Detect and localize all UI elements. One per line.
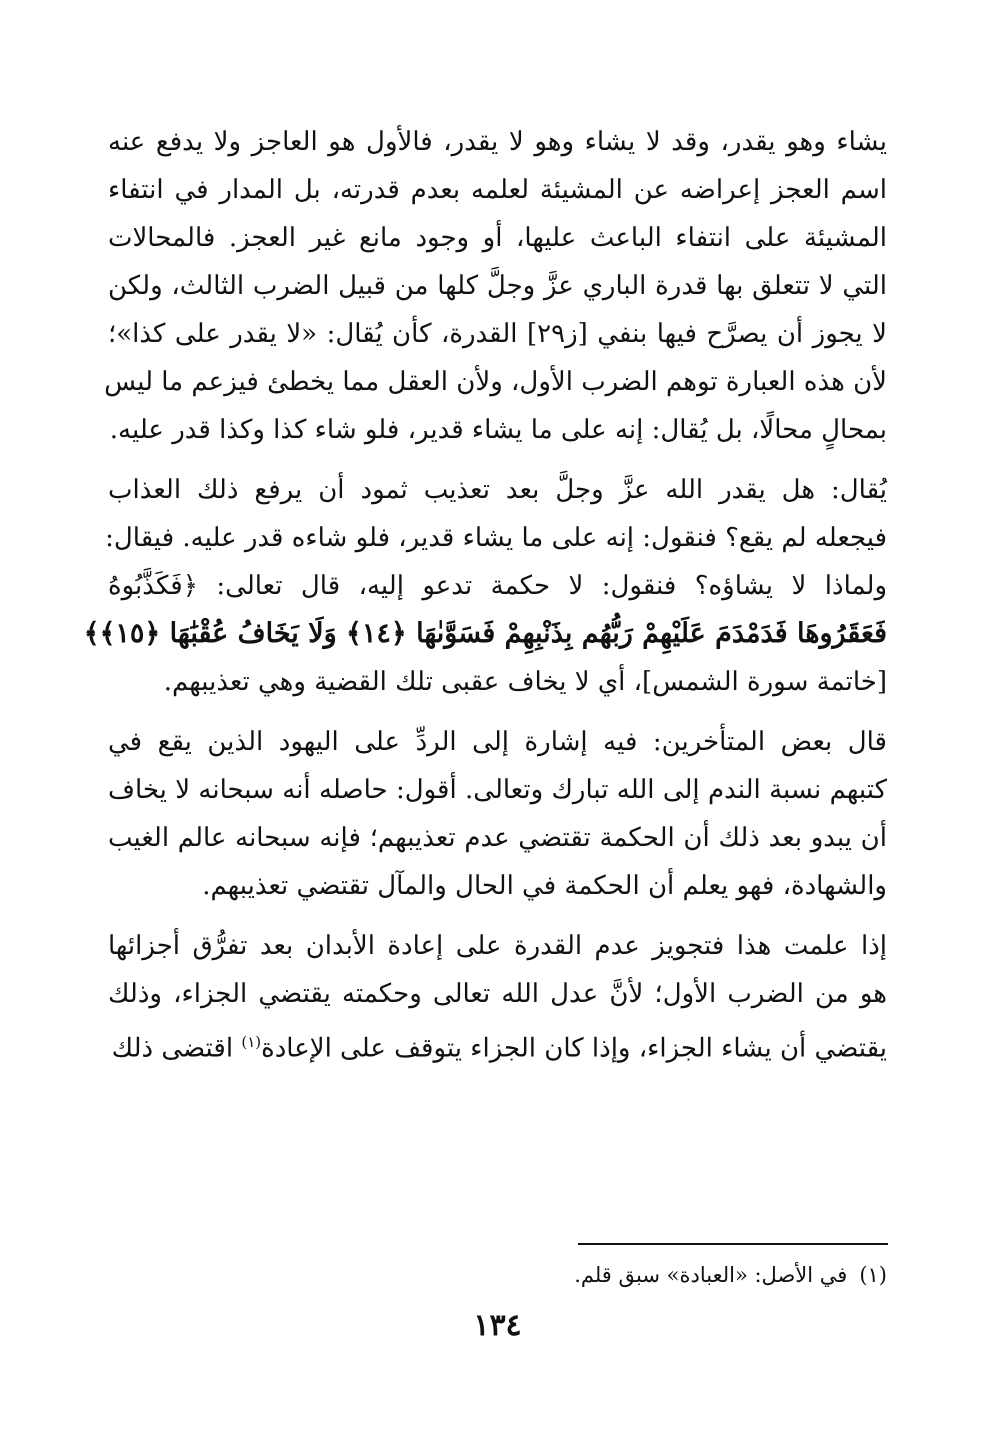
text-line: اسم العجز إعراضه عن المشيئة لعلمه بعدم قدرته، بل المدار في انتفاء — [108, 175, 887, 205]
main-text — [83, 118, 888, 1066]
footnote-separator — [578, 1243, 888, 1245]
text-line: أن يبدو بعد ذلك أن الحكمة تقتضي عدم تعذيبهم؛ فإنه سبحانه عالم الغيب — [108, 823, 887, 853]
text-line: كتبهم نسبة الندم إلى الله تبارك وتعالى. أقول: حاصله أنه سبحانه لا يخاف — [108, 775, 887, 805]
paragraph-4 — [108, 922, 887, 1066]
paragraph-2 — [83, 466, 887, 706]
text-line: المشيئة على انتفاء الباعث عليها، أو وجود مانع غير العجز. فالمحالات — [108, 223, 887, 253]
line-text-before-ref: يقتضي أن يشاء الجزاء، وإذا كان الجزاء يتوقف على الإعادة — [261, 1033, 887, 1064]
text-line: بمحالٍ محالًا، بل يُقال: إنه على ما يشاء قدير، فلو شاء كذا وكذا قدر عليه. — [109, 415, 887, 445]
text-line: لا يجوز أن يصرَّح فيها بنفي [ز٢٩] القدرة، كأن يُقال: «لا يقدر على كذا»؛ — [108, 319, 888, 349]
text-line: قال بعض المتأخرين: فيه إشارة إلى الردِّ على اليهود الذين يقع في — [108, 727, 887, 757]
text-line: التي لا تتعلق بها قدرة الباري عزَّ وجلَّ كلها من قبيل الضرب الثالث، ولكن — [108, 271, 887, 301]
footnote-number: (١) — [859, 1263, 887, 1287]
text-line: يشاء وهو يقدر، وقد لا يشاء وهو لا يقدر، فالأول هو العاجز ولا يدفع عنه — [108, 127, 887, 157]
text-line: فيجعله لم يقع؟ فنقول: إنه على ما يشاء قدير، فلو شاءه قدر عليه. فيقال: — [105, 523, 887, 553]
text-line: [خاتمة سورة الشمس]، أي لا يخاف عقبى تلك القضية وهي تعذيبهم. — [163, 667, 887, 697]
line-text-after-ref: اقتضى ذلك — [111, 1033, 242, 1064]
text-line: يُقال: هل يقدر الله عزَّ وجلَّ بعد تعذيب ثمود أن يرفع ذلك العذاب — [108, 475, 887, 505]
text-line: إذا علمت هذا فتجويز عدم القدرة على إعادة الأبدان بعد تفرُّق أجزائها — [108, 931, 887, 961]
paragraph-3 — [108, 718, 887, 910]
paragraph-1 — [104, 118, 888, 454]
text-line: والشهادة، فهو يعلم أن الحكمة في الحال والمآل تقتضي تعذيبهم. — [202, 871, 887, 901]
footnote-text: في الأصل: «العبادة» سبق قلم. — [574, 1263, 848, 1287]
text-line: هو من الضرب الأول؛ لأنَّ عدل الله تعالى وحكمته يقتضي الجزاء، وذلك — [108, 979, 887, 1009]
text-line-with-footnote-ref — [108, 1018, 887, 1066]
text-line: ولماذا لا يشاؤه؟ فنقول: لا حكمة تدعو إليه، قال تعالى: ﴿فَكَذَّبُوهُ — [108, 571, 887, 601]
quran-verse-line: فَعَقَرُوهَا فَدَمْدَمَ عَلَيْهِمْ رَبُّهُم بِذَنْبِهِمْ فَسَوَّىٰهَا ﴿١٤﴾ وَلَا يَخَافُ عُقْبَٰهَا ﴿١٥﴾﴾ — [83, 618, 887, 649]
footnote-reference[interactable]: (١) — [241, 1033, 262, 1051]
page-number: ١٣٤ — [473, 1308, 522, 1343]
text-line: لأن هذه العبارة توهم الضرب الأول، ولأن العقل مما يخطئ فيزعم ما ليس — [104, 367, 887, 397]
footnote — [287, 1258, 887, 1292]
